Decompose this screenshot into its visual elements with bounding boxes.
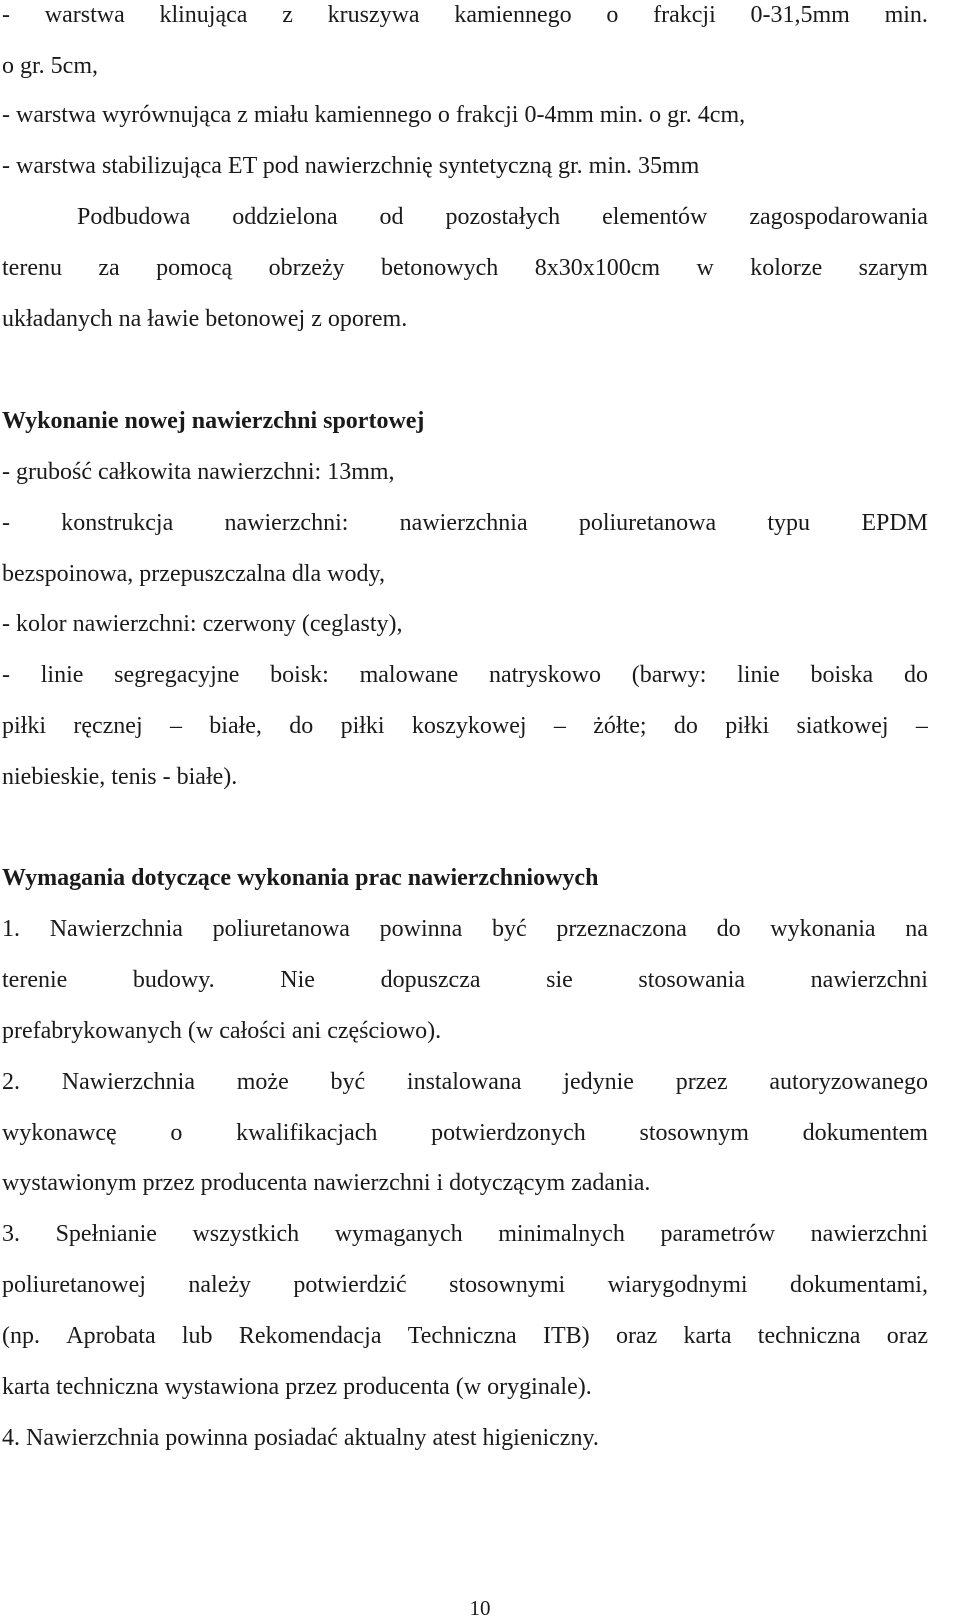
word: koszykowej xyxy=(411,713,527,739)
word: szarym xyxy=(858,255,928,281)
word: może xyxy=(236,1069,289,1095)
word: do xyxy=(903,662,928,688)
word: nawierzchni: xyxy=(224,510,349,536)
word: dopuszcza xyxy=(380,967,481,993)
word: powinna xyxy=(379,916,463,942)
word: Techniczna xyxy=(407,1323,517,1349)
word: wykonania xyxy=(770,916,876,942)
word: przeznaczona xyxy=(556,916,687,942)
word: należy xyxy=(188,1272,251,1298)
word: terenie xyxy=(2,967,68,993)
word: 8x30x100cm xyxy=(534,255,661,281)
word: wykonawcę xyxy=(2,1120,117,1146)
word: budowy. xyxy=(132,967,215,993)
text-line xyxy=(2,1270,928,1300)
word: stosownym xyxy=(639,1120,749,1146)
word: konstrukcja xyxy=(61,510,174,536)
word: parametrów xyxy=(660,1221,776,1247)
word: stosownymi xyxy=(449,1272,566,1298)
word: (np. xyxy=(2,1323,40,1349)
word: karta xyxy=(683,1323,732,1349)
text-line xyxy=(2,1118,928,1148)
word: oddzielona xyxy=(232,204,338,230)
text-line: niebieskie, tenis - białe). xyxy=(2,764,238,790)
word: ITB) xyxy=(542,1323,590,1349)
word: klinująca xyxy=(159,2,248,28)
text-line xyxy=(2,965,928,995)
text-line xyxy=(2,508,928,538)
word: 0-31,5mm xyxy=(750,2,850,28)
text-line xyxy=(2,711,928,741)
word: do xyxy=(673,713,698,739)
word: przez xyxy=(675,1069,728,1095)
word: betonowych xyxy=(380,255,499,281)
word: Rekomendacja xyxy=(238,1323,382,1349)
word: natryskowo xyxy=(488,662,601,688)
word: zagospodarowania xyxy=(749,204,928,230)
word: być xyxy=(491,916,527,942)
word: EPDM xyxy=(861,510,928,536)
word: ręcznej xyxy=(73,713,143,739)
text-line xyxy=(2,253,928,283)
text-line: bezspoinowa, przepuszczalna dla wody, xyxy=(2,561,385,587)
word: min. xyxy=(884,2,928,28)
word: - xyxy=(2,662,10,688)
text-line: prefabrykowanych (w całości ani częściowo). xyxy=(2,1018,442,1044)
word: Podbudowa xyxy=(77,204,191,230)
section-heading: Wymagania dotyczące wykonania prac nawierzchniowych xyxy=(2,865,599,891)
word: lub xyxy=(181,1323,213,1349)
word: warstwa xyxy=(44,2,125,28)
paragraph-first-line xyxy=(77,202,928,232)
word: białe, xyxy=(209,713,262,739)
word: być xyxy=(330,1069,366,1095)
text-line xyxy=(2,660,928,690)
word: poliuretanowa xyxy=(212,916,350,942)
word: Spełnianie xyxy=(55,1221,157,1247)
text-line: - grubość całkowita nawierzchni: 13mm, xyxy=(2,459,395,485)
word: jedynie xyxy=(563,1069,634,1095)
word: autoryzowanego xyxy=(769,1069,928,1095)
word: od xyxy=(379,204,404,230)
word: – xyxy=(915,713,928,739)
word: terenu xyxy=(2,255,62,281)
word: minimalnych xyxy=(498,1221,625,1247)
word: wymaganych xyxy=(334,1221,463,1247)
text-line xyxy=(2,914,928,944)
word: – xyxy=(169,713,182,739)
word: linie xyxy=(737,662,780,688)
word: - xyxy=(2,510,10,536)
word: o xyxy=(170,1120,183,1146)
word: - xyxy=(2,2,10,28)
word: potwierdzonych xyxy=(431,1120,586,1146)
word: kolorze xyxy=(750,255,823,281)
word: piłki xyxy=(340,713,385,739)
word: do xyxy=(716,916,741,942)
text-line: układanych na ławie betonowej z oporem. xyxy=(2,306,408,332)
text-line: - kolor nawierzchni: czerwony (ceglasty), xyxy=(2,611,403,637)
text-line xyxy=(2,0,928,30)
word: sie xyxy=(546,967,573,993)
word: Nawierzchnia xyxy=(61,1069,196,1095)
word: typu xyxy=(767,510,811,536)
word: potwierdzić xyxy=(293,1272,407,1298)
word: elementów xyxy=(602,204,708,230)
section-heading: Wykonanie nowej nawierzchni sportowej xyxy=(2,408,425,434)
word: pomocą xyxy=(156,255,233,281)
text-line: - warstwa wyrównująca z miału kamiennego o frakcji 0-4mm min. o gr. 4cm, xyxy=(2,102,746,128)
word: kamiennego xyxy=(454,2,572,28)
text-line: 4. Nawierzchnia powinna posiadać aktualny atest higieniczny. xyxy=(2,1425,599,1451)
word: o xyxy=(606,2,619,28)
word: do xyxy=(289,713,314,739)
word: piłki xyxy=(2,713,47,739)
word: – xyxy=(553,713,566,739)
word: poliuretanowej xyxy=(2,1272,146,1298)
word: piłki xyxy=(725,713,770,739)
word: nawierzchni xyxy=(810,1221,928,1247)
word: stosowania xyxy=(638,967,746,993)
word: żółte; xyxy=(593,713,647,739)
word: oraz xyxy=(886,1323,928,1349)
word: pozostałych xyxy=(445,204,561,230)
word: techniczna xyxy=(757,1323,861,1349)
text-line: - warstwa stabilizująca ET pod nawierzchnię syntetyczną gr. min. 35mm xyxy=(2,153,700,179)
text-line xyxy=(2,1067,928,1097)
word: segregacyjne xyxy=(114,662,240,688)
word: Nie xyxy=(280,967,315,993)
word: wszystkich xyxy=(192,1221,300,1247)
word: dokumentem xyxy=(802,1120,928,1146)
word: na xyxy=(905,916,928,942)
word: siatkowej xyxy=(796,713,889,739)
word: w xyxy=(696,255,714,281)
word: kruszywa xyxy=(327,2,420,28)
text-line: karta techniczna wystawiona przez producenta (w oryginale). xyxy=(2,1374,592,1400)
word: nawierzchnia xyxy=(399,510,528,536)
word: instalowana xyxy=(406,1069,522,1095)
text-line: o gr. 5cm, xyxy=(2,53,98,79)
word: oraz xyxy=(615,1323,658,1349)
word: linie xyxy=(40,662,84,688)
word: boisk: xyxy=(270,662,329,688)
word: 2. xyxy=(2,1069,20,1095)
word: za xyxy=(98,255,120,281)
word: Aprobata xyxy=(66,1323,156,1349)
word: wiarygodnymi xyxy=(607,1272,748,1298)
word: dokumentami, xyxy=(789,1272,928,1298)
word: (barwy: xyxy=(631,662,707,688)
word: poliuretanowa xyxy=(578,510,717,536)
word: obrzeży xyxy=(268,255,345,281)
word: malowane xyxy=(359,662,459,688)
text-line xyxy=(2,1219,928,1249)
word: z xyxy=(282,2,293,28)
word: 3. xyxy=(2,1221,20,1247)
word: Nawierzchnia xyxy=(49,916,183,942)
text-line: wystawionym przez producenta nawierzchni i dotyczącym zadania. xyxy=(2,1170,651,1196)
text-line xyxy=(2,1321,928,1351)
word: 1. xyxy=(2,916,20,942)
word: frakcji xyxy=(653,2,716,28)
word: nawierzchni xyxy=(810,967,928,993)
page-number: 10 xyxy=(469,1596,491,1620)
word: boiska xyxy=(810,662,874,688)
word: kwalifikacjach xyxy=(236,1120,378,1146)
